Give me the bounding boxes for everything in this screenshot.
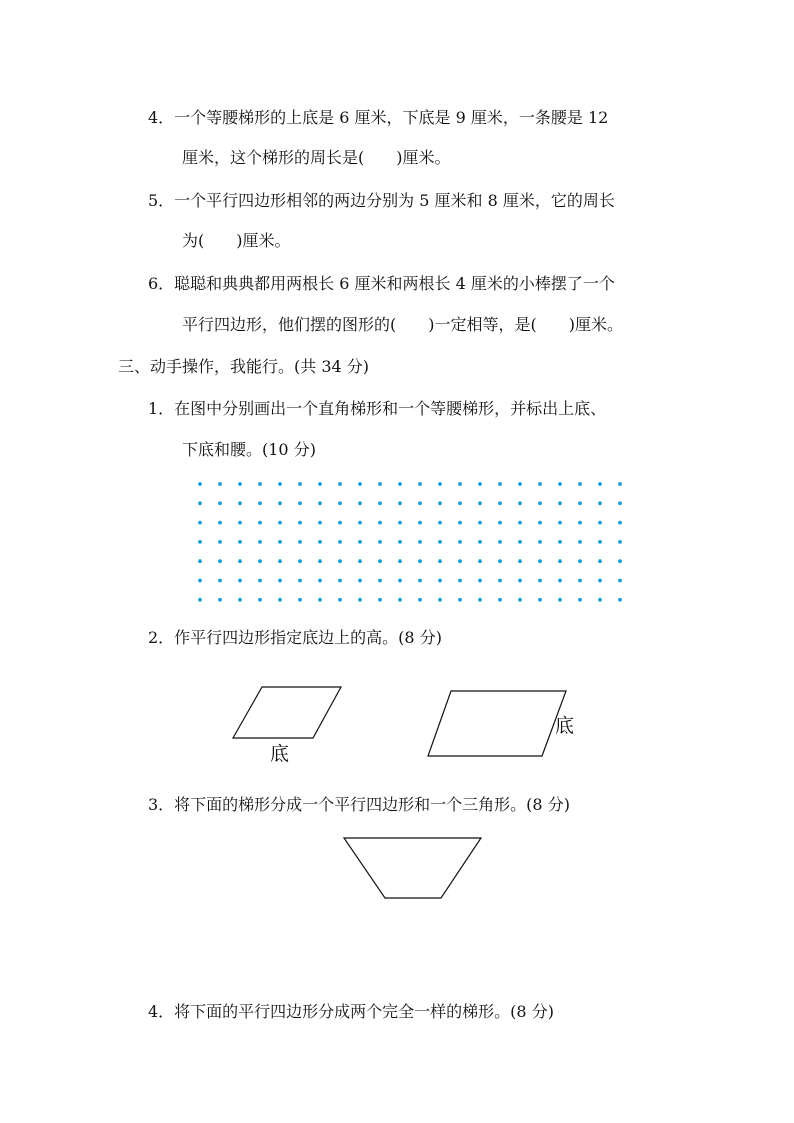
grid-dot [558, 501, 562, 505]
grid-dot [358, 540, 362, 544]
grid-dot [338, 540, 342, 544]
question-6-line2: 平行四边形，他们摆的图形的( )一定相等，是( )厘米。 [182, 315, 623, 334]
grid-dot [218, 559, 222, 563]
grid-dot [198, 540, 202, 544]
grid-dot [558, 579, 562, 583]
grid-dot [198, 501, 202, 505]
grid-dot [458, 598, 462, 602]
grid-dot [278, 540, 282, 544]
grid-dot [378, 559, 382, 563]
grid-dot [458, 501, 462, 505]
grid-dot [398, 501, 402, 505]
question-4-line1: 4．一个等腰梯形的上底是 6 厘米，下底是 9 厘米，一条腰是 12 [148, 108, 609, 127]
grid-dot [618, 482, 622, 486]
grid-dot [578, 579, 582, 583]
grid-dot [458, 540, 462, 544]
grid-dot [538, 540, 542, 544]
grid-dot [498, 482, 502, 486]
grid-dot [298, 521, 302, 525]
grid-dot [238, 579, 242, 583]
grid-dot [218, 501, 222, 505]
grid-dot [218, 521, 222, 525]
grid-dot [538, 521, 542, 525]
grid-dot [358, 579, 362, 583]
grid-dot [558, 482, 562, 486]
grid-dot [618, 540, 622, 544]
grid-dot [598, 598, 602, 602]
grid-dot [218, 540, 222, 544]
grid-dot [518, 540, 522, 544]
grid-dot [378, 482, 382, 486]
grid-dot [398, 482, 402, 486]
grid-dot [298, 501, 302, 505]
grid-dot [498, 559, 502, 563]
grid-dot [318, 579, 322, 583]
grid-dot [438, 579, 442, 583]
grid-dot [538, 559, 542, 563]
grid-dot [358, 501, 362, 505]
grid-dot [558, 521, 562, 525]
grid-dot [418, 521, 422, 525]
grid-dot [278, 559, 282, 563]
grid-dot [558, 540, 562, 544]
base-label-right: 底 [555, 715, 575, 737]
grid-dot [258, 540, 262, 544]
grid-dot [438, 559, 442, 563]
grid-dot [598, 579, 602, 583]
grid-dot [438, 540, 442, 544]
grid-dot [418, 540, 422, 544]
grid-dot [298, 579, 302, 583]
grid-dot [538, 579, 542, 583]
grid-dot [258, 559, 262, 563]
grid-dot [278, 501, 282, 505]
grid-dot [338, 579, 342, 583]
grid-dot [478, 598, 482, 602]
grid-dot [238, 598, 242, 602]
grid-dot [498, 540, 502, 544]
grid-dot [378, 540, 382, 544]
grid-dot [598, 521, 602, 525]
grid-dot [318, 482, 322, 486]
grid-dot [238, 540, 242, 544]
grid-dot [398, 540, 402, 544]
grid-dot [238, 559, 242, 563]
grid-dot [578, 598, 582, 602]
grid-dot [458, 482, 462, 486]
grid-dot [538, 598, 542, 602]
question-5-line2: 为( )厘米。 [182, 231, 291, 250]
grid-dot [478, 559, 482, 563]
grid-dot [398, 598, 402, 602]
grid-dot [238, 521, 242, 525]
grid-dot [578, 559, 582, 563]
task-4-text: 4．将下面的平行四边形分成两个完全一样的梯形。(8 分) [148, 1002, 554, 1021]
grid-dot [218, 579, 222, 583]
grid-dot [258, 579, 262, 583]
question-6-line1: 6．聪聪和典典都用两根长 6 厘米和两根长 4 厘米的小棒摆了一个 [148, 274, 615, 293]
grid-dot [578, 521, 582, 525]
grid-dot [278, 521, 282, 525]
grid-dot [418, 501, 422, 505]
grid-dot [338, 598, 342, 602]
grid-dot [538, 482, 542, 486]
section-3-title: 三、动手操作，我能行。(共 34 分) [118, 357, 370, 376]
grid-dot [358, 598, 362, 602]
grid-dot [298, 598, 302, 602]
grid-dot [398, 521, 402, 525]
grid-dot [598, 540, 602, 544]
grid-dot [618, 598, 622, 602]
grid-dot [258, 501, 262, 505]
grid-dot [278, 598, 282, 602]
grid-dot [578, 482, 582, 486]
grid-dot [518, 598, 522, 602]
grid-dot [518, 579, 522, 583]
grid-dot [378, 521, 382, 525]
grid-dot [618, 559, 622, 563]
grid-dot [318, 540, 322, 544]
grid-dot [498, 501, 502, 505]
dot-grid[interactable] [190, 478, 630, 610]
parallelogram-right[interactable] [420, 686, 575, 762]
grid-dot [198, 598, 202, 602]
grid-dot [278, 482, 282, 486]
grid-dot [438, 521, 442, 525]
parallelogram-left[interactable] [225, 682, 350, 744]
grid-dot [378, 579, 382, 583]
grid-dot [618, 521, 622, 525]
grid-dot [578, 540, 582, 544]
grid-dot [478, 482, 482, 486]
grid-dot [598, 559, 602, 563]
grid-dot [358, 559, 362, 563]
grid-dot [358, 521, 362, 525]
grid-dot [258, 521, 262, 525]
grid-dot [278, 579, 282, 583]
grid-dot [498, 521, 502, 525]
grid-dot [458, 559, 462, 563]
grid-dot [338, 521, 342, 525]
grid-dot [358, 482, 362, 486]
grid-dot [578, 501, 582, 505]
task-3-text: 3．将下面的梯形分成一个平行四边形和一个三角形。(8 分) [148, 795, 570, 814]
grid-dot [558, 598, 562, 602]
grid-dot [298, 482, 302, 486]
grid-dot [238, 501, 242, 505]
grid-dot [438, 482, 442, 486]
grid-dot [298, 559, 302, 563]
grid-dot [418, 598, 422, 602]
grid-dot [238, 482, 242, 486]
grid-dot [218, 482, 222, 486]
grid-dot [218, 598, 222, 602]
grid-dot [338, 559, 342, 563]
grid-dot [318, 501, 322, 505]
grid-dot [618, 501, 622, 505]
grid-dot [478, 579, 482, 583]
grid-dot [198, 482, 202, 486]
grid-dot [458, 579, 462, 583]
grid-dot [398, 579, 402, 583]
grid-dot [478, 521, 482, 525]
task-1-line2: 下底和腰。(10 分) [182, 440, 316, 459]
grid-dot [418, 482, 422, 486]
grid-dot [618, 579, 622, 583]
grid-dot [598, 482, 602, 486]
task-2-text: 2．作平行四边形指定底边上的高。(8 分) [148, 628, 442, 647]
grid-dot [458, 521, 462, 525]
grid-dot [518, 521, 522, 525]
grid-dot [298, 540, 302, 544]
grid-dot [198, 521, 202, 525]
grid-dot [318, 559, 322, 563]
question-5-line1: 5．一个平行四边形相邻的两边分别为 5 厘米和 8 厘米，它的周长 [148, 191, 615, 210]
grid-dot [318, 598, 322, 602]
grid-dot [338, 501, 342, 505]
grid-dot [378, 501, 382, 505]
grid-dot [378, 598, 382, 602]
grid-dot [418, 579, 422, 583]
grid-dot [338, 482, 342, 486]
base-label-left: 底 [270, 743, 290, 765]
grid-dot [398, 559, 402, 563]
grid-dot [418, 559, 422, 563]
grid-dot [478, 540, 482, 544]
grid-dot [598, 501, 602, 505]
task-1-line1: 1．在图中分别画出一个直角梯形和一个等腰梯形，并标出上底、 [148, 399, 607, 418]
grid-dot [258, 598, 262, 602]
grid-dot [438, 598, 442, 602]
grid-dot [198, 559, 202, 563]
grid-dot [318, 521, 322, 525]
grid-dot [438, 501, 442, 505]
grid-dot [558, 559, 562, 563]
grid-dot [518, 501, 522, 505]
grid-dot [538, 501, 542, 505]
question-4-line2: 厘米，这个梯形的周长是( )厘米。 [182, 148, 451, 167]
grid-dot [498, 598, 502, 602]
grid-dot [518, 559, 522, 563]
grid-dot [498, 579, 502, 583]
grid-dot [198, 579, 202, 583]
grid-dot [518, 482, 522, 486]
trapezoid[interactable] [340, 834, 486, 904]
grid-dot [258, 482, 262, 486]
grid-dot [478, 501, 482, 505]
